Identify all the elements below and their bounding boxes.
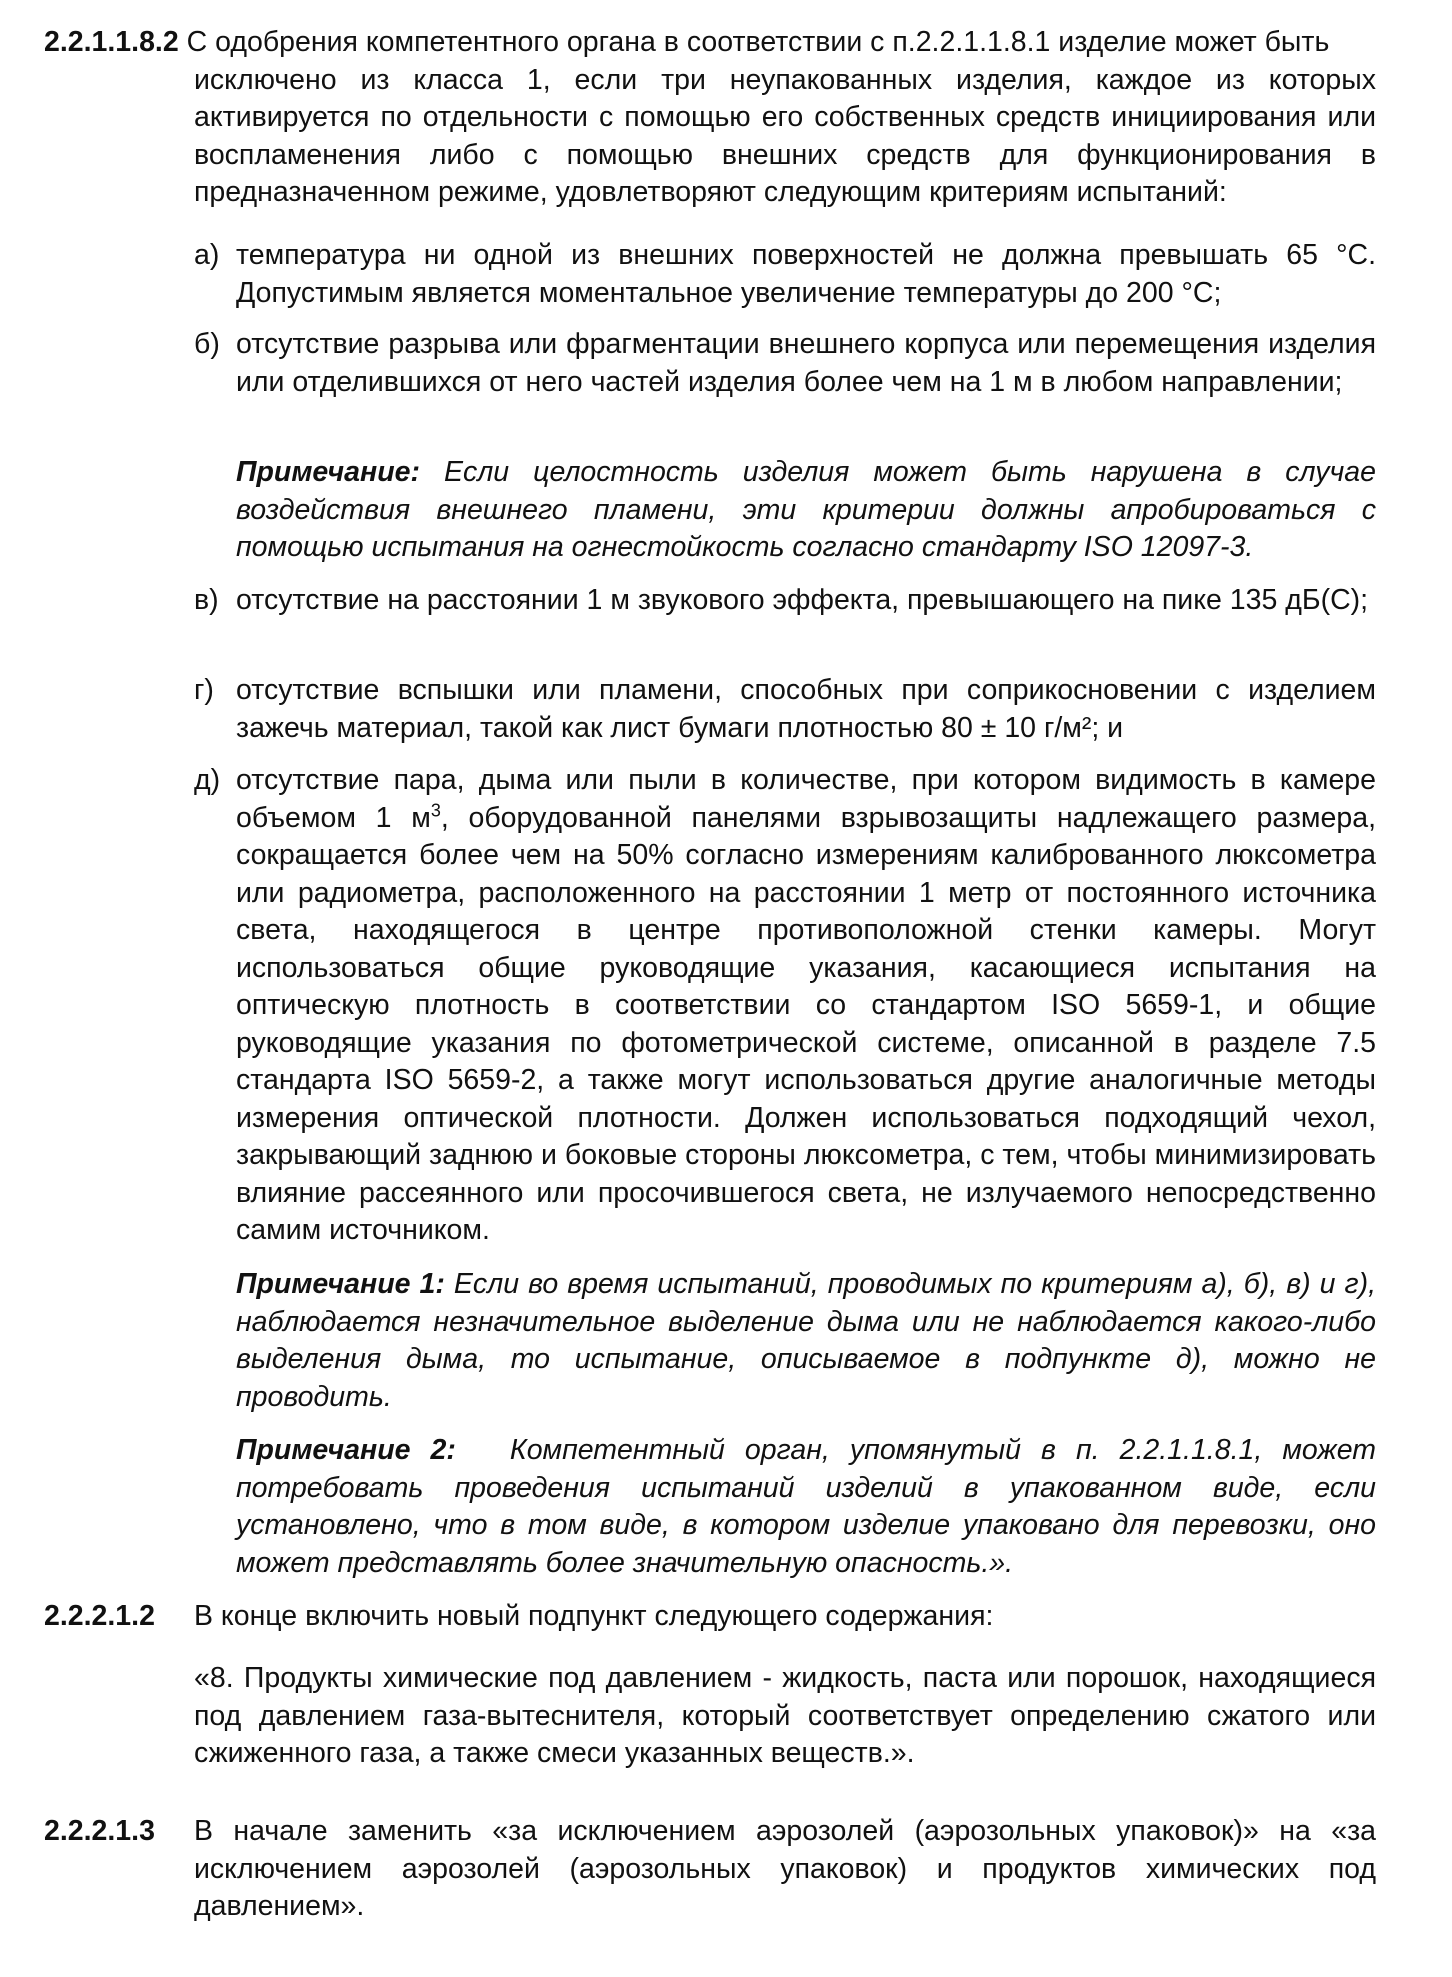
criterion-text (236, 762, 1376, 1250)
criterion-text-part: отсутствие пара, дыма или пыли в количестве, при котором видимость в камере объемом 1 м (236, 764, 1376, 834)
section-number: 2.2.2.1.2 (44, 1600, 155, 1632)
section-quote: «8. Продукты химические под давлением - жидкость, паста или порошок, находящиеся под давлением газа-вытеснителя, который соответствует определению сжатого или сжиженного газа, а также смеси указанных веществ.». (194, 1662, 1376, 1769)
note-label: Примечание 1: (236, 1268, 445, 1300)
criterion-label: в) (194, 584, 219, 616)
criterion-a (194, 237, 1376, 312)
section-number: 2.2.2.1.3 (44, 1815, 155, 1847)
note-1-criterion-d (236, 1266, 1376, 1416)
criterion-label: а) (194, 239, 220, 271)
section-text: В начале заменить «за исключением аэрозолей (аэрозольных упаковок)» на «за исключением аэрозолей (аэрозольных упаковок) и продуктов химических под давлением». (194, 1815, 1376, 1922)
criterion-v (194, 582, 1376, 620)
note-text: Если во время испытаний, проводимых по критериям а), б), в) и г), наблюдается незначительное выделение дыма или не наблюдается какого-либо выделения дыма, то испытание, описываемое в подпункте д), можно не проводить. (236, 1268, 1376, 1413)
criterion-text: отсутствие вспышки или пламени, способных при соприкосновении с изделием зажечь материал, такой как лист бумаги плотностью 80 ± 10 г/м²; и (236, 674, 1376, 744)
criterion-label: б) (194, 328, 220, 360)
criterion-text: температура ни одной из внешних поверхностей не должна превышать 65 °C. Допустимым является моментальное увеличение температуры до 200 °C; (236, 239, 1376, 309)
criterion-label: г) (194, 674, 214, 706)
criterion-text-part: , оборудованной панелями взрывозащиты надлежащего размера, сокращается более чем на 50% согласно измерениям калиброванного люксометра или радиометра, расположенного на расстоянии 1 метр от постоянного источника света, находящегося в центре противоположной стенки камеры. Могут использоваться общие руководящие указания, касающиеся испытания на оптическую плотность в соответствии со стандартом ISO 5659-1, и общие руководящие указания по фотометрической системе, описанной в разделе 7.5 стандарта ISO 5659-2, а также могут использоваться другие аналогичные методы измерения оптической плотности. Должен использоваться подходящий чехол, закрывающий заднюю и боковые стороны люксометра, с тем, чтобы минимизировать влияние рассеянного или просочившегося света, не излучаемого непосредственно самим источником. (236, 801, 1376, 1246)
criterion-text: отсутствие на расстоянии 1 м звукового эффекта, превышающего на пике 135 дБ(С); (236, 584, 1369, 616)
superscript: 3 (430, 800, 441, 820)
section-body: исключено из класса 1, если три неупакованных изделия, каждое из которых активируется по отдельности с помощью его собственных средств инициирования или воспламенения либо с помощью внешних средств для функционирования в предназначенном режиме, удовлетворяют следующим критериям испытаний: (194, 63, 1376, 208)
section-lead-line (44, 24, 1376, 62)
criterion-b (194, 326, 1376, 401)
criterion-text: отсутствие разрыва или фрагментации внешнего корпуса или перемещения изделия или отделившихся от него частей изделия более чем на 1 м в любом направлении; (236, 328, 1376, 398)
note-text: Компетентный орган, упомянутый в п. 2.2.1.1.8.1, может потребовать проведения испытаний изделий в упакованном виде, если установлено, что в том виде, в котором изделие упаковано для перевозки, оно может представлять более значительную опасность.». (236, 1434, 1376, 1579)
criterion-label: д) (194, 764, 221, 796)
criterion-d (194, 762, 1376, 1250)
section-text: В конце включить новый подпункт следующего содержания: (194, 1600, 994, 1632)
note-2-criterion-d (236, 1432, 1376, 1582)
note-label: Примечание 2: (236, 1434, 456, 1466)
section-2-2-1-1-8-2 (44, 24, 1376, 62)
note-text: Если целостность изделия может быть нарушена в случае воздействия внешнего пламени, эти критерии должны апробироваться с помощью испытания на огнестойкость согласно стандарту ISO 12097-3. (236, 456, 1376, 563)
criterion-g (194, 672, 1376, 747)
section-number: 2.2.1.1.8.2 (44, 26, 179, 58)
section-lead-text: С одобрения компетентного органа в соответствии с п.2.2.1.1.8.1 изделие может быть (186, 26, 1330, 58)
note-label: Примечание: (236, 456, 420, 488)
note-criterion-b (236, 454, 1376, 567)
